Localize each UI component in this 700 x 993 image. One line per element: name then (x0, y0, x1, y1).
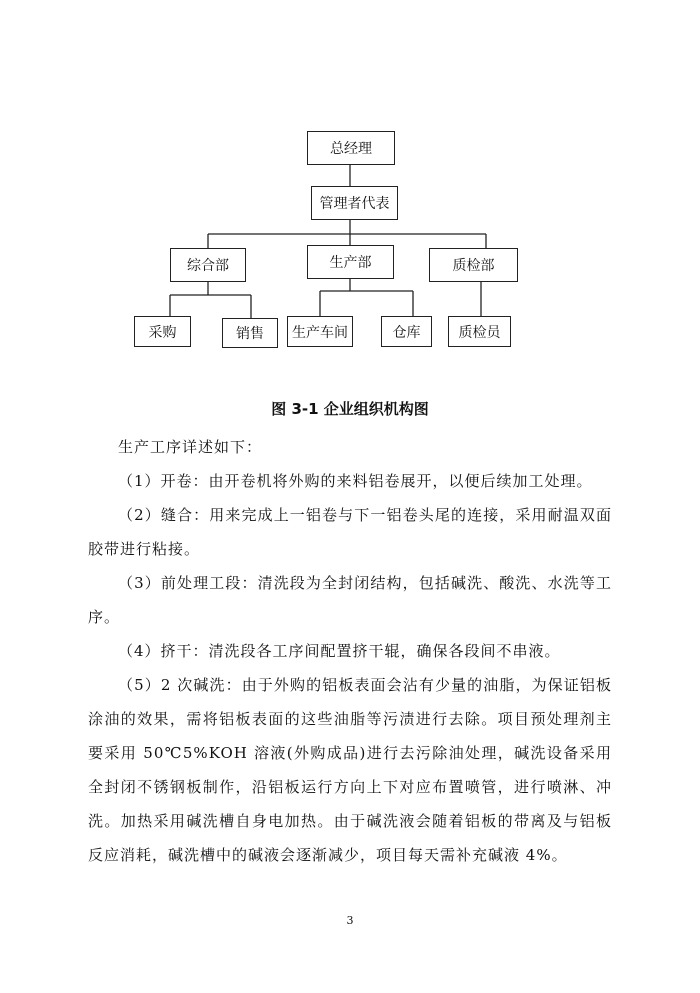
org-chart-connectors (0, 0, 700, 360)
node-procurement: 采购 (134, 316, 191, 347)
node-quality-inspector: 质检员 (448, 316, 511, 347)
body-text (88, 430, 612, 872)
paragraph-step-2: （2）缝合：用来完成上一铝卷与下一铝卷头尾的连接，采用耐温双面胶带进行粘接。 (88, 506, 612, 558)
node-quality-inspection-dept: 质检部 (429, 248, 518, 282)
page-number: 3 (346, 914, 354, 927)
paragraph-step-5: （5）2 次碱洗：由于外购的铝板表面会沾有少量的油脂，为保证铝板涂油的效果，需将铝板表面的这些油脂等污渍进行去除。项目预处理剂主要采用 50℃5%KOH 溶液(外购成品)进行去污除油处理，碱洗设备采用全封闭不锈钢板制作，沿铝板运行方向上下对应布置喷管，进行喷淋、冲洗。加热采用碱洗槽自身电加热。由于碱洗液会随着铝板的带离及与铝板反应消耗，碱洗槽中的碱液会逐渐减少，项目每天需补充碱液 4%。 (88, 676, 612, 864)
node-production-dept: 生产部 (307, 245, 394, 279)
node-general-affairs-dept: 综合部 (170, 248, 246, 282)
node-management-representative: 管理者代表 (311, 186, 398, 220)
node-sales: 销售 (222, 318, 278, 348)
paragraph-intro: 生产工序详述如下： (118, 438, 263, 456)
paragraph-step-1: （1）开卷：由开卷机将外购的来料铝卷展开，以便后续加工处理。 (118, 472, 593, 490)
node-production-workshop: 生产车间 (287, 316, 353, 347)
figure-caption: 图 3-1 企业组织机构图 (271, 400, 429, 418)
node-general-manager: 总经理 (307, 131, 395, 165)
paragraph-step-4: （4）挤干：清洗段各工序间配置挤干辊，确保各段间不串液。 (118, 642, 561, 660)
org-chart (0, 0, 700, 360)
paragraph-step-3: （3）前处理工段：清洗段为全封闭结构，包括碱洗、酸洗、水洗等工序。 (88, 574, 612, 626)
node-warehouse: 仓库 (381, 316, 432, 347)
